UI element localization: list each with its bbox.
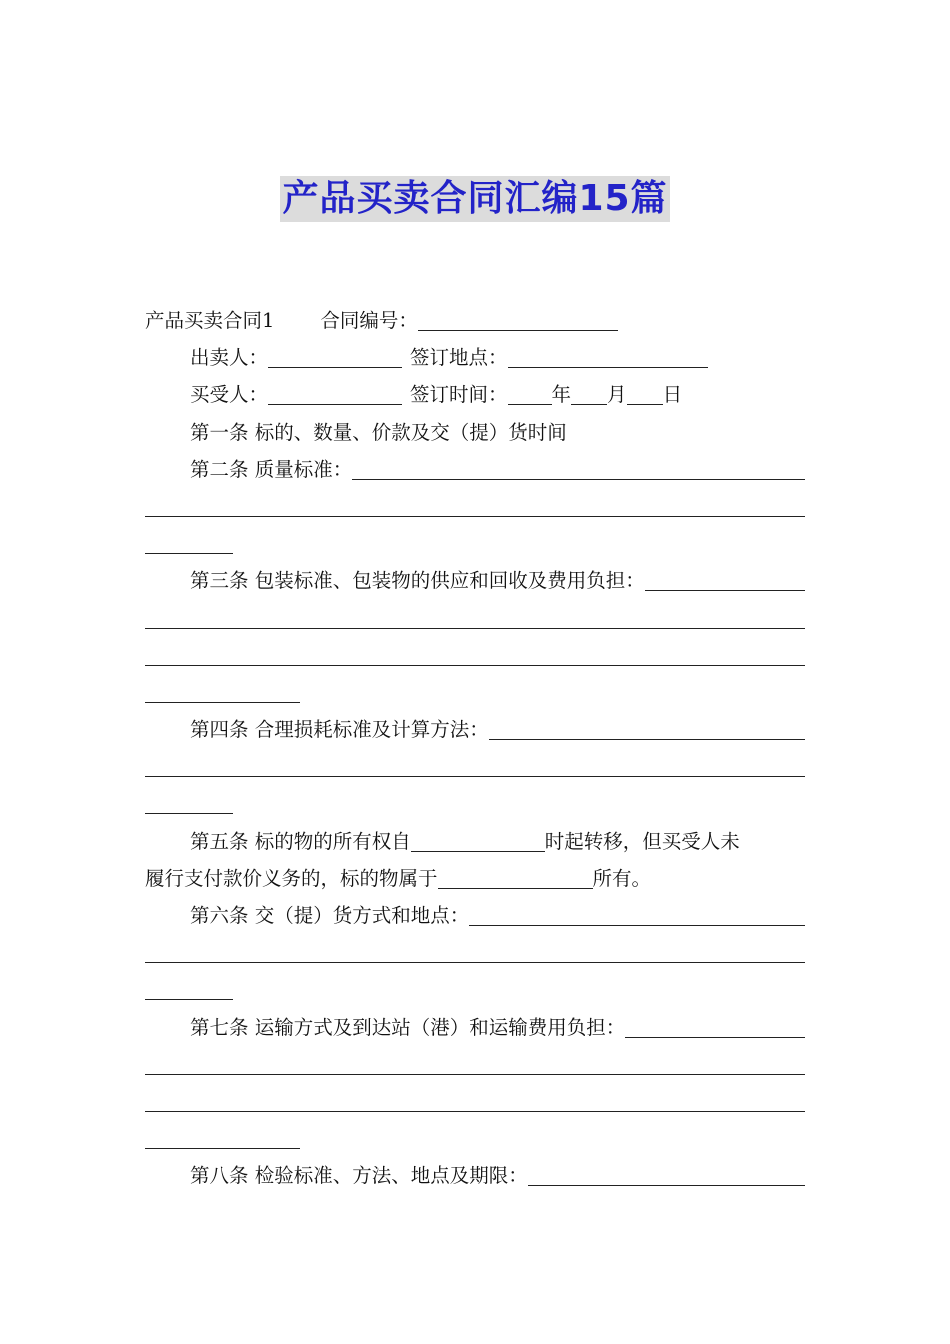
article-2 [145,451,805,488]
article-2-continuation [145,488,805,525]
sign-place-label: 签订地点： [410,346,508,370]
buyer-label: 买受人： [190,383,269,407]
article-7-blank-line-1[interactable] [145,1050,805,1075]
contract-heading: 产品买卖合同1 [145,309,275,332]
document-title: 产品买卖合同汇编15篇 [280,176,669,222]
article-6-blank-end[interactable] [145,975,233,1000]
article-8 [145,1157,805,1194]
day-label: 日 [662,383,683,407]
article-7-text: 第七条 运输方式及到达站（港）和运输费用负担： [190,1015,626,1039]
article-6-text: 第六条 交（提）货方式和地点： [190,904,470,927]
article-6 [145,897,805,934]
article-1-text: 第一条 标的、数量、价款及交（提）货时间 [190,420,567,444]
article-5-text-b: 时起转移，但买受人未 [544,829,740,853]
contract-no-blank[interactable] [418,306,618,331]
article-6-continuation [145,934,805,971]
title-container [0,176,950,222]
article-3-continuation-1 [145,600,805,637]
article-5-time-blank[interactable] [411,827,545,852]
month-blank[interactable] [571,380,607,405]
article-3-blank[interactable] [645,566,805,591]
article-4-blank-line[interactable] [145,752,805,777]
article-5-text-a: 第五条 标的物的所有权自 [190,829,411,853]
article-3 [145,562,805,599]
article-5-text-d: 所有。 [592,866,652,890]
article-2-end [145,525,805,562]
article-7-blank[interactable] [625,1013,805,1038]
article-6-blank[interactable] [469,901,805,926]
article-7 [145,1009,805,1046]
article-3-blank-end[interactable] [145,678,300,703]
seller-blank[interactable] [268,343,402,368]
article-5-text-c: 履行支付款价义务的，标的物属于 [145,866,438,890]
article-4-end [145,785,805,822]
article-2-text: 第二条 质量标准： [190,457,353,481]
article-6-blank-line[interactable] [145,938,805,963]
sign-place-blank[interactable] [508,343,708,368]
article-3-end [145,674,805,711]
article-7-end [145,1120,805,1157]
article-3-continuation-2 [145,637,805,674]
article-2-blank[interactable] [352,455,805,480]
article-4-blank-end[interactable] [145,789,233,814]
day-blank[interactable] [627,380,663,405]
buyer-line [145,376,805,413]
article-5-owner-blank[interactable] [438,864,593,889]
month-label: 月 [607,383,627,407]
article-8-text: 第八条 检验标准、方法、地点及期限： [190,1164,528,1188]
article-5 [145,823,805,860]
contract-header-line [145,302,805,339]
article-3-blank-line-2[interactable] [145,641,805,666]
sign-time-label: 签订时间： [410,383,508,407]
seller-label: 出卖人： [190,346,269,370]
seller-line [145,339,805,376]
article-4 [145,711,805,748]
article-1 [145,414,805,451]
article-2-blank-end[interactable] [145,529,233,554]
article-6-end [145,971,805,1008]
article-7-blank-end[interactable] [145,1124,300,1149]
article-7-continuation-1 [145,1046,805,1083]
year-label: 年 [551,383,572,407]
article-8-blank[interactable] [528,1161,805,1186]
article-3-text: 第三条 包装标准、包装物的供应和回收及费用负担： [190,569,645,593]
contract-body [145,302,805,1195]
article-4-continuation [145,748,805,785]
article-7-continuation-2 [145,1083,805,1120]
year-blank[interactable] [508,380,552,405]
buyer-blank[interactable] [268,380,402,405]
article-2-blank-line[interactable] [145,492,805,517]
article-7-blank-line-2[interactable] [145,1087,805,1112]
contract-no-label: 合同编号： [320,309,418,332]
article-4-text: 第四条 合理损耗标准及计算方法： [190,718,489,742]
article-5-continuation [145,860,805,897]
article-4-blank[interactable] [489,715,805,740]
article-3-blank-line-1[interactable] [145,604,805,629]
